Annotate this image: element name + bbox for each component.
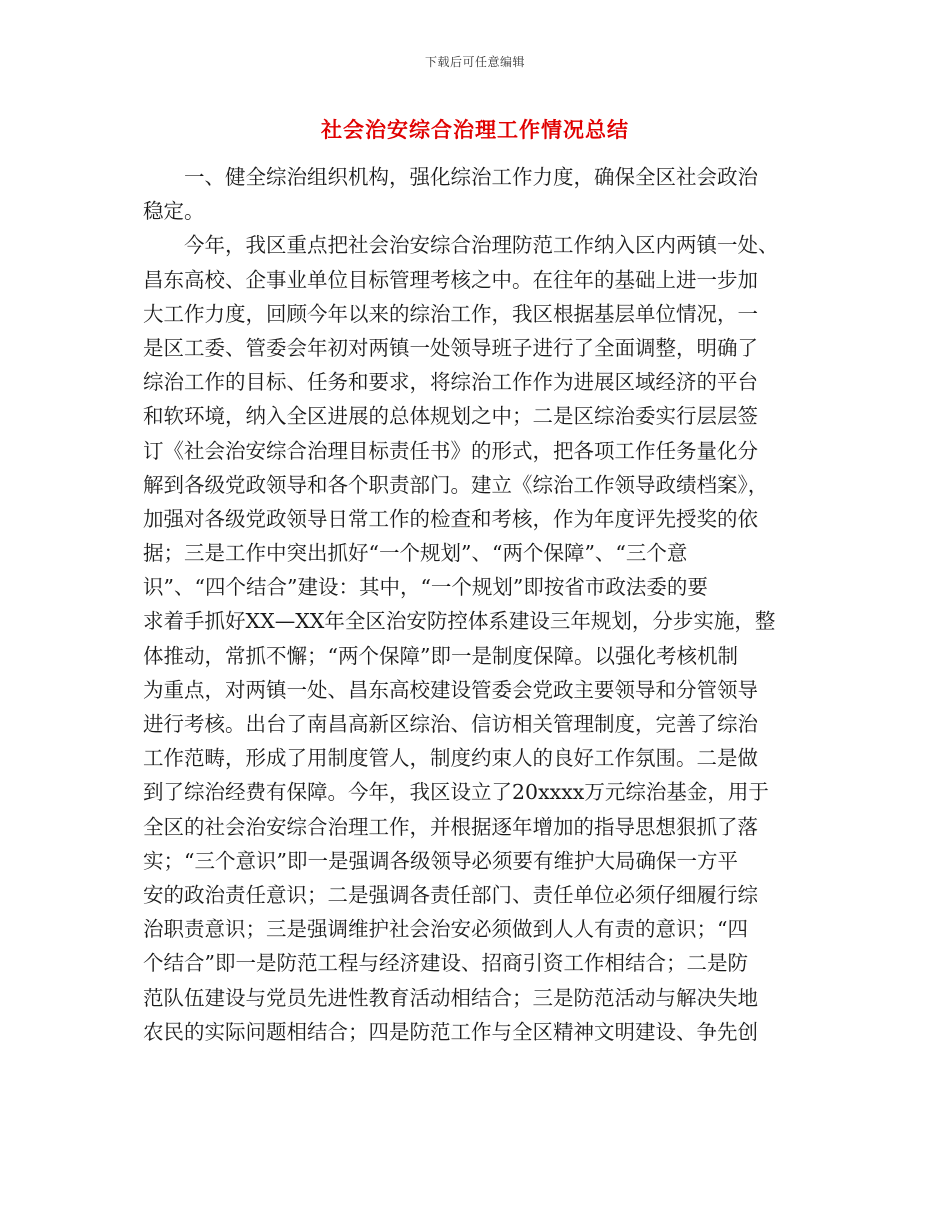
body-line: 今年，我区重点把社会治安综合治理防范工作纳入区内两镇一处、	[184, 233, 779, 258]
body-line: 一、健全综治组织机构，强化综治工作力度，确保全区社会政治	[184, 165, 758, 189]
body-line: 体推动，常抓不懈；“两个保障”即一是制度保障。以强化考核机制	[143, 643, 738, 668]
header-note: 下载后可任意编辑	[424, 55, 525, 69]
body-line: 昌东高校、企事业单位目标管理考核之中。在往年的基础上进一步加	[143, 267, 758, 292]
body-line: 安的政治责任意识；二是强调各责任部门、责任单位必须仔细履行综	[143, 882, 758, 907]
body-line: 为重点，对两镇一处、昌东高校建设管委会党政主要领导和分管领导	[143, 677, 758, 702]
body-line: 综治工作的目标、任务和要求，将综治工作作为进展区域经济的平台	[143, 370, 758, 395]
body-line: 大工作力度，回顾今年以来的综治工作，我区根据基层单位情况，一	[143, 301, 758, 326]
body-line: 到了综治经费有保障。今年，我区设立了20xxxx万元综治基金，用于	[143, 780, 769, 805]
body-line: 解到各级党政领导和各个职责部门。建立《综治工作领导政绩档案》，	[143, 472, 769, 497]
body-line: 是区工委、管委会年初对两镇一处领导班子进行了全面调整，明确了	[143, 335, 758, 360]
body-line: 据；三是工作中突出抓好“一个规划”、“两个保障”、“三个意	[143, 541, 688, 566]
body-line: 农民的实际问题相结合；四是防范工作与全区精神文明建设、争先创	[143, 1019, 758, 1044]
body-line: 加强对各级党政领导日常工作的检查和考核，作为年度评先授奖的依	[143, 506, 758, 531]
body-line: 识”、“四个结合”建设：其中，“一个规划”即按省市政法委的要	[143, 575, 708, 600]
body-line: 进行考核。出台了南昌高新区综治、信访相关管理制度，完善了综治	[143, 712, 758, 736]
body-line: 和软环境，纳入全区进展的总体规划之中；二是区综治委实行层层签	[143, 404, 758, 429]
body-line: 稳定。	[143, 199, 205, 224]
body-line: 治职责意识；三是强调维护社会治安必须做到人人有责的意识；“四	[143, 917, 748, 942]
body-line: 个结合”即一是防范工程与经济建设、招商引资工作相结合；二是防	[143, 951, 748, 976]
body-line: 求着手抓好XX—XX年全区治安防控体系建设三年规划，分步实施，整	[143, 609, 776, 634]
body-line: 实；“三个意识”即一是强调各级领导必须要有维护大局确保一方平	[143, 848, 738, 873]
document-body	[143, 160, 807, 1049]
document-title: 社会治安综合治理工作情况总结	[321, 117, 629, 142]
body-line: 订《社会治安综合治理目标责任书》的形式，把各项工作任务量化分	[143, 438, 758, 463]
body-line: 工作范畴，形成了用制度管人，制度约束人的良好工作氛围。二是做	[143, 746, 758, 771]
body-line: 全区的社会治安综合治理工作，并根据逐年增加的指导思想狠抓了落	[143, 814, 758, 839]
body-line: 范队伍建设与党员先进性教育活动相结合；三是防范活动与解决失地	[143, 985, 758, 1010]
